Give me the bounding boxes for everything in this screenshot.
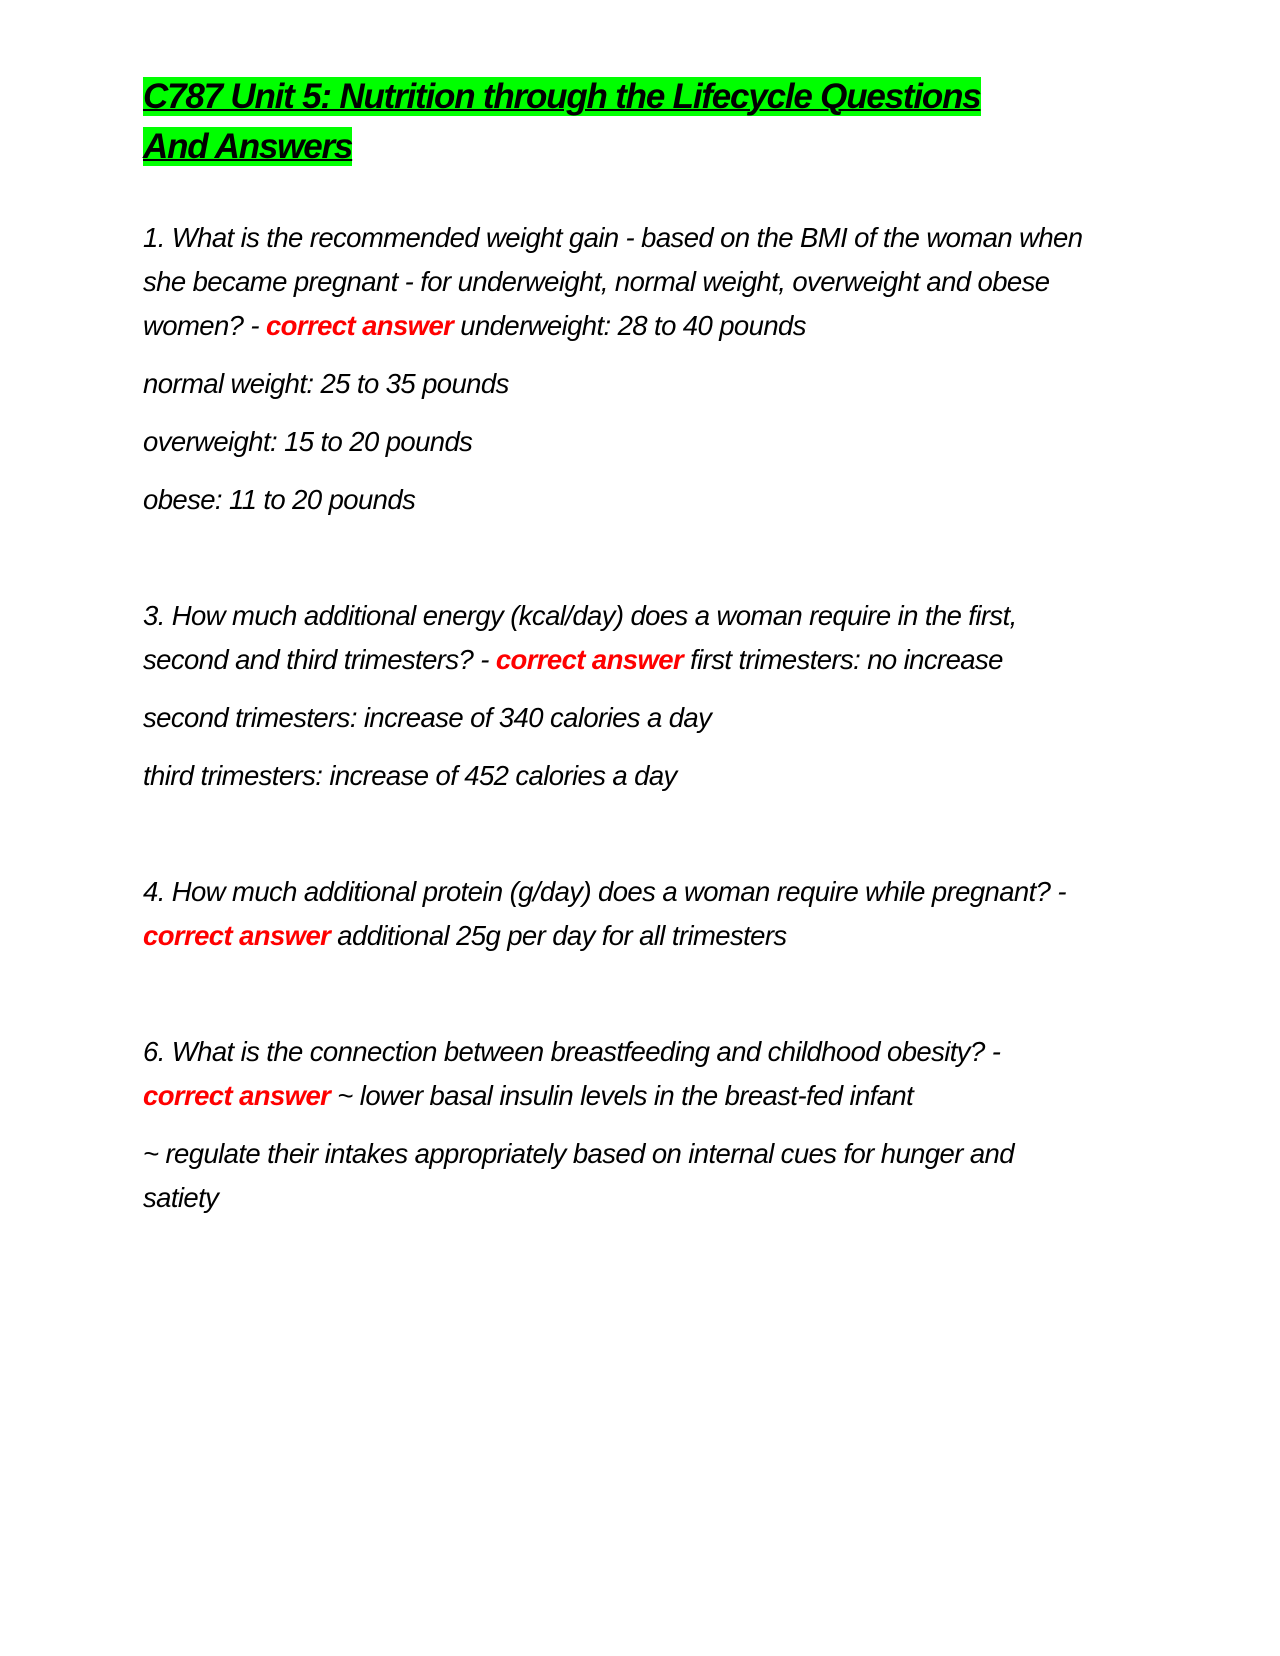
answer-text: additional 25g per day for all trimesters [330,920,787,951]
question-paragraph [143,870,1083,958]
answer-text: first trimesters: no increase [683,644,1003,675]
question-text: 6. What is the connection between breastfeeding and childhood obesity? - [143,1036,1001,1067]
qa-block-3 [143,594,1083,798]
answer-line: normal weight: 25 to 35 pounds [143,368,509,399]
answer-line: ~ regulate their intakes appropriately based on internal cues for hunger and satiety [143,1138,1014,1213]
document-page [143,72,1083,1220]
question-paragraph [143,1030,1083,1118]
answer-line: obese: 11 to 20 pounds [143,484,416,515]
qa-block-6 [143,1030,1083,1220]
document-title [143,72,1083,172]
question-text: 3. How much additional energy (kcal/day) does a woman require in the first, second and third trimesters? - [143,600,1017,675]
question-text: 4. How much additional protein (g/day) does a woman require while pregnant? - [143,876,1066,907]
correct-answer-label: correct answer [265,310,454,341]
answer-text: ~ lower basal insulin levels in the breast-fed infant [330,1080,914,1111]
answer-text: underweight: 28 to 40 pounds [453,310,806,341]
correct-answer-label: correct answer [143,1080,331,1111]
correct-answer-label: correct answer [495,644,684,675]
answer-line: second trimesters: increase of 340 calories a day [143,702,712,733]
answer-line: overweight: 15 to 20 pounds [143,426,473,457]
question-paragraph [143,216,1083,348]
title-line-1: C787 Unit 5: Nutrition through the Lifecycle Questions [143,77,981,116]
correct-answer-label: correct answer [143,920,331,951]
question-text: 1. What is the recommended weight gain - based on the BMI of the woman when she became pregnant - for underweight, normal weight, overweight and obese women? - [143,222,1083,341]
title-line-2: And Answers [143,127,353,166]
qa-block-4 [143,870,1083,958]
answer-line: third trimesters: increase of 452 calories a day [143,760,677,791]
qa-block-1 [143,216,1083,522]
question-paragraph [143,594,1083,682]
